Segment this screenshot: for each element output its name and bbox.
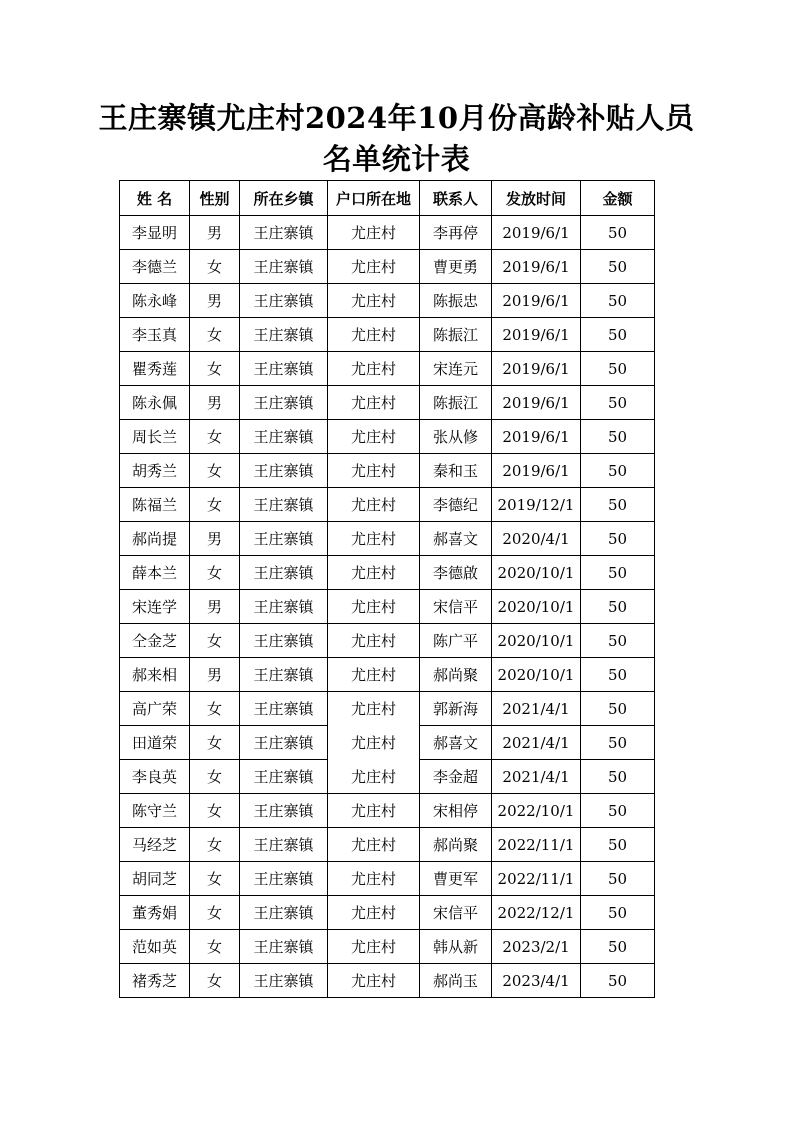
cell-gender: 女 [190,896,240,930]
table-row [120,828,655,862]
cell-gender: 女 [190,454,240,488]
table-row [120,896,655,930]
cell-contact: 郝尚聚 [420,658,492,692]
header-household-address: 户口所在地 [328,181,420,216]
cell-contact: 宋连元 [420,352,492,386]
cell-payment-date: 2021/4/1 [492,760,581,794]
cell-payment-date: 2019/6/1 [492,250,581,284]
cell-name: 郝尚提 [120,522,190,556]
cell-town: 王庄寨镇 [240,624,328,658]
cell-payment-date: 2023/4/1 [492,964,581,998]
cell-town: 王庄寨镇 [240,386,328,420]
cell-household-address: 尤庄村 [328,964,420,998]
cell-town: 王庄寨镇 [240,692,328,726]
cell-contact: 陈广平 [420,624,492,658]
cell-town: 王庄寨镇 [240,284,328,318]
cell-payment-date: 2019/6/1 [492,386,581,420]
cell-household-address: 尤庄村 [328,930,420,964]
cell-household-address: 尤庄村 [328,794,420,828]
cell-amount: 50 [581,896,655,930]
cell-amount: 50 [581,250,655,284]
cell-amount: 50 [581,930,655,964]
cell-household-address: 尤庄村 [328,556,420,590]
cell-gender: 女 [190,964,240,998]
cell-payment-date: 2020/4/1 [492,522,581,556]
header-row [120,181,655,216]
cell-payment-date: 2022/12/1 [492,896,581,930]
cell-household-address: 尤庄村 [328,896,420,930]
cell-name: 郝来相 [120,658,190,692]
table-row [120,352,655,386]
table-row [120,318,655,352]
cell-town: 王庄寨镇 [240,352,328,386]
header-amount: 金额 [581,181,655,216]
cell-gender: 女 [190,862,240,896]
cell-name: 李德兰 [120,250,190,284]
cell-payment-date: 2020/10/1 [492,624,581,658]
cell-name: 李良英 [120,760,190,794]
cell-name: 范如英 [120,930,190,964]
cell-gender: 女 [190,930,240,964]
table-body [120,216,655,998]
cell-household-address: 尤庄村 [328,862,420,896]
table-row [120,420,655,454]
header-town: 所在乡镇 [240,181,328,216]
cell-amount: 50 [581,488,655,522]
cell-name: 李玉真 [120,318,190,352]
cell-household-address: 尤庄村 [328,284,420,318]
cell-town: 王庄寨镇 [240,964,328,998]
cell-household-address: 尤庄村 [328,420,420,454]
cell-household-address: 尤庄村 [328,488,420,522]
cell-payment-date: 2022/11/1 [492,862,581,896]
table-row [120,930,655,964]
cell-household-address: 尤庄村 [328,386,420,420]
cell-household-address: 尤庄村 [328,454,420,488]
table-row [120,386,655,420]
cell-payment-date: 2019/6/1 [492,318,581,352]
cell-payment-date: 2022/10/1 [492,794,581,828]
subsidy-roster-table [119,180,655,998]
cell-contact: 郭新海 [420,692,492,726]
cell-amount: 50 [581,522,655,556]
cell-payment-date: 2019/6/1 [492,216,581,250]
cell-contact: 陈振江 [420,318,492,352]
cell-name: 薛本兰 [120,556,190,590]
cell-name: 陈永佩 [120,386,190,420]
cell-gender: 女 [190,318,240,352]
table-header [120,181,655,216]
table-row [120,726,655,760]
cell-payment-date: 2021/4/1 [492,692,581,726]
cell-amount: 50 [581,420,655,454]
cell-name: 李显明 [120,216,190,250]
table-row [120,250,655,284]
cell-household-address: 尤庄村 [328,658,420,692]
table-row [120,556,655,590]
table-row [120,624,655,658]
cell-household-address: 尤庄村 [328,318,420,352]
cell-amount: 50 [581,862,655,896]
table-row [120,658,655,692]
cell-town: 王庄寨镇 [240,658,328,692]
cell-name: 董秀娟 [120,896,190,930]
cell-payment-date: 2020/10/1 [492,556,581,590]
cell-gender: 女 [190,794,240,828]
cell-contact: 宋相停 [420,794,492,828]
cell-town: 王庄寨镇 [240,828,328,862]
cell-name: 田道荣 [120,726,190,760]
cell-household-address: 尤庄村 [328,250,420,284]
header-payment-date: 发放时间 [492,181,581,216]
cell-payment-date: 2022/11/1 [492,828,581,862]
cell-town: 王庄寨镇 [240,862,328,896]
cell-gender: 女 [190,726,240,760]
cell-contact: 韩从新 [420,930,492,964]
cell-amount: 50 [581,624,655,658]
cell-payment-date: 2020/10/1 [492,590,581,624]
cell-household-address: 尤庄村 [328,216,420,250]
cell-gender: 女 [190,488,240,522]
cell-contact: 曹更勇 [420,250,492,284]
cell-amount: 50 [581,352,655,386]
cell-town: 王庄寨镇 [240,760,328,794]
cell-household-address: 尤庄村 [328,692,420,726]
cell-amount: 50 [581,284,655,318]
document-title-line-2: 名单统计表 [322,142,471,176]
cell-contact: 郝尚聚 [420,828,492,862]
cell-town: 王庄寨镇 [240,318,328,352]
cell-gender: 女 [190,250,240,284]
cell-name: 褚秀芝 [120,964,190,998]
cell-town: 王庄寨镇 [240,420,328,454]
cell-amount: 50 [581,386,655,420]
table-row [120,216,655,250]
cell-gender: 女 [190,692,240,726]
cell-contact: 郝喜文 [420,522,492,556]
cell-gender: 男 [190,522,240,556]
cell-town: 王庄寨镇 [240,454,328,488]
cell-name: 宋连学 [120,590,190,624]
cell-gender: 女 [190,760,240,794]
cell-gender: 女 [190,624,240,658]
cell-town: 王庄寨镇 [240,522,328,556]
cell-contact: 李金超 [420,760,492,794]
table-row [120,862,655,896]
cell-amount: 50 [581,760,655,794]
cell-amount: 50 [581,590,655,624]
cell-payment-date: 2019/6/1 [492,454,581,488]
cell-payment-date: 2019/6/1 [492,284,581,318]
cell-name: 陈永峰 [120,284,190,318]
cell-town: 王庄寨镇 [240,250,328,284]
cell-amount: 50 [581,658,655,692]
cell-name: 陈守兰 [120,794,190,828]
cell-gender: 女 [190,420,240,454]
cell-household-address: 尤庄村 [328,828,420,862]
cell-name: 仝金芝 [120,624,190,658]
cell-amount: 50 [581,318,655,352]
table-row [120,964,655,998]
header-name: 姓 名 [120,181,190,216]
cell-contact: 李德啟 [420,556,492,590]
cell-amount: 50 [581,828,655,862]
cell-gender: 女 [190,556,240,590]
table-row [120,794,655,828]
cell-gender: 男 [190,590,240,624]
cell-payment-date: 2019/12/1 [492,488,581,522]
header-contact: 联系人 [420,181,492,216]
cell-name: 马经芝 [120,828,190,862]
document-title-line-1: 王庄寨镇尤庄村2024年10月份高龄补贴人员 [98,101,695,135]
cell-town: 王庄寨镇 [240,930,328,964]
cell-contact: 郝尚玉 [420,964,492,998]
cell-payment-date: 2021/4/1 [492,726,581,760]
cell-gender: 男 [190,284,240,318]
cell-household-address: 尤庄村 [328,522,420,556]
cell-town: 王庄寨镇 [240,216,328,250]
cell-payment-date: 2020/10/1 [492,658,581,692]
cell-name: 陈福兰 [120,488,190,522]
cell-amount: 50 [581,794,655,828]
cell-contact: 秦和玉 [420,454,492,488]
table-row [120,488,655,522]
cell-payment-date: 2019/6/1 [492,420,581,454]
cell-contact: 宋信平 [420,896,492,930]
cell-amount: 50 [581,454,655,488]
cell-contact: 陈振江 [420,386,492,420]
cell-name: 周长兰 [120,420,190,454]
cell-name: 高广荣 [120,692,190,726]
table-row [120,760,655,794]
cell-gender: 女 [190,352,240,386]
cell-town: 王庄寨镇 [240,726,328,760]
cell-town: 王庄寨镇 [240,896,328,930]
cell-payment-date: 2019/6/1 [492,352,581,386]
cell-contact: 郝喜文 [420,726,492,760]
header-gender: 性别 [190,181,240,216]
table-row [120,522,655,556]
cell-household-address: 尤庄村 [328,726,420,760]
cell-gender: 女 [190,828,240,862]
table-row [120,590,655,624]
cell-town: 王庄寨镇 [240,488,328,522]
cell-household-address: 尤庄村 [328,590,420,624]
cell-name: 瞿秀莲 [120,352,190,386]
cell-town: 王庄寨镇 [240,556,328,590]
cell-town: 王庄寨镇 [240,794,328,828]
cell-name: 胡秀兰 [120,454,190,488]
table-row [120,454,655,488]
table-row [120,284,655,318]
cell-contact: 陈振忠 [420,284,492,318]
cell-amount: 50 [581,216,655,250]
cell-amount: 50 [581,556,655,590]
cell-household-address: 尤庄村 [328,624,420,658]
cell-household-address: 尤庄村 [328,760,420,794]
cell-town: 王庄寨镇 [240,590,328,624]
cell-contact: 李德纪 [420,488,492,522]
cell-amount: 50 [581,726,655,760]
cell-contact: 李再停 [420,216,492,250]
cell-payment-date: 2023/2/1 [492,930,581,964]
cell-contact: 曹更军 [420,862,492,896]
cell-amount: 50 [581,692,655,726]
cell-gender: 男 [190,386,240,420]
cell-name: 胡同芝 [120,862,190,896]
cell-amount: 50 [581,964,655,998]
cell-gender: 男 [190,216,240,250]
cell-contact: 宋信平 [420,590,492,624]
cell-gender: 男 [190,658,240,692]
cell-contact: 张从修 [420,420,492,454]
cell-household-address: 尤庄村 [328,352,420,386]
table-row [120,692,655,726]
